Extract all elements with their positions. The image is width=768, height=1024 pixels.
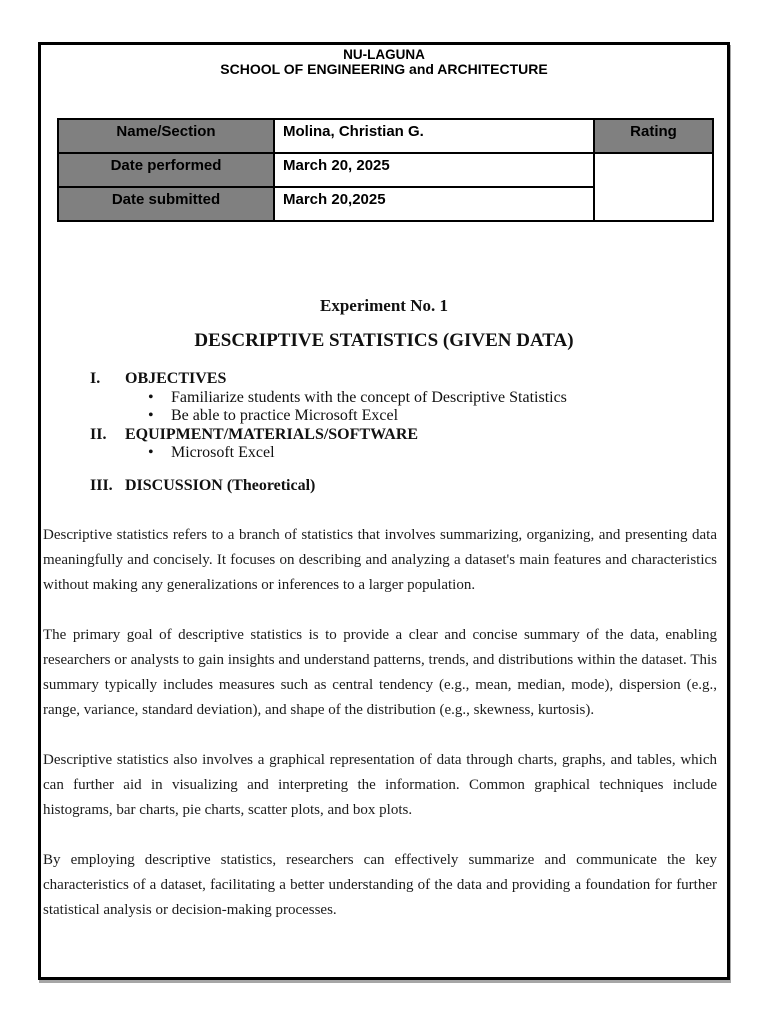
bullet-icon: [148, 444, 171, 463]
outline-list: [41, 370, 727, 495]
section-discussion: [41, 477, 727, 496]
experiment-number-title: Experiment No. 1: [320, 296, 448, 315]
section-equipment: [41, 426, 727, 445]
bullet-item: [41, 444, 727, 463]
section-heading: EQUIPMENT/MATERIALS/SOFTWARE: [125, 425, 419, 443]
section-heading: DISCUSSION (Theoretical): [125, 476, 316, 494]
date-submitted-value-cell: March 20,2025: [274, 187, 594, 221]
bullet-text: Microsoft Excel: [171, 444, 275, 461]
discussion-body: [43, 523, 717, 923]
school-name: NU-LAGUNA: [343, 47, 425, 62]
section-objectives: [41, 370, 727, 389]
bullet-item: [41, 389, 727, 408]
discussion-paragraph: Descriptive statistics refers to a branch of statistics that involves summarizing, organizing, and presenting data meaningfully and concisely. It focuses on describing and analyzing a dataset's main features and characteristics without making any generalizations or inferences to a larger population.: [43, 527, 717, 593]
name-section-value-cell: Molina, Christian G.: [274, 119, 594, 153]
section-numeral: II.: [90, 425, 107, 443]
bullet-icon: [148, 389, 171, 408]
date-performed-label-cell: Date performed: [58, 153, 274, 187]
bullet-item: [41, 407, 727, 426]
section-heading: OBJECTIVES: [125, 370, 227, 387]
school-subtitle: SCHOOL OF ENGINEERING and ARCHITECTURE: [220, 61, 548, 77]
info-table: [57, 118, 714, 222]
rating-value-cell: [594, 153, 713, 221]
date-submitted-label-cell: Date submitted: [58, 187, 274, 221]
name-section-label-cell: Name/Section: [58, 119, 274, 153]
bullet-text: Familiarize students with the concept of Descriptive Statistics: [171, 388, 567, 406]
discussion-paragraph: Descriptive statistics also involves a graphical representation of data through charts, graphs, and tables, which can further aid in visualizing and interpreting the information. Common graphical techniques include histograms, bar charts, pie charts, scatter plots, and box plots.: [43, 752, 717, 818]
bullet-text: Be able to practice Microsoft Excel: [171, 407, 399, 424]
bullet-icon: [148, 407, 171, 426]
section-numeral: III.: [90, 476, 113, 494]
table-row: [58, 119, 713, 153]
rating-header-cell: Rating: [594, 119, 713, 153]
date-performed-value-cell: March 20, 2025: [274, 153, 594, 187]
document-page: [38, 42, 730, 980]
school-header: [41, 48, 727, 77]
section-numeral: I.: [90, 370, 101, 387]
discussion-paragraph: By employing descriptive statistics, researchers can effectively summarize and communicate the key characteristics of a dataset, facilitating a better understanding of the data and providing a foundation for further statistical analysis or decision-making processes.: [43, 852, 717, 918]
discussion-paragraph: The primary goal of descriptive statistics is to provide a clear and concise summary of the data, enabling researchers or analysts to gain insights and understand patterns, trends, and distributions within the dataset. This summary typically includes measures such as central tendency (e.g., mean, median, mode), dispersion (e.g., range, variance, standard deviation), and shape of the distribution (e.g., skewness, kurtosis).: [43, 627, 717, 718]
table-row: [58, 153, 713, 187]
experiment-main-title: DESCRIPTIVE STATISTICS (GIVEN DATA): [194, 330, 574, 351]
